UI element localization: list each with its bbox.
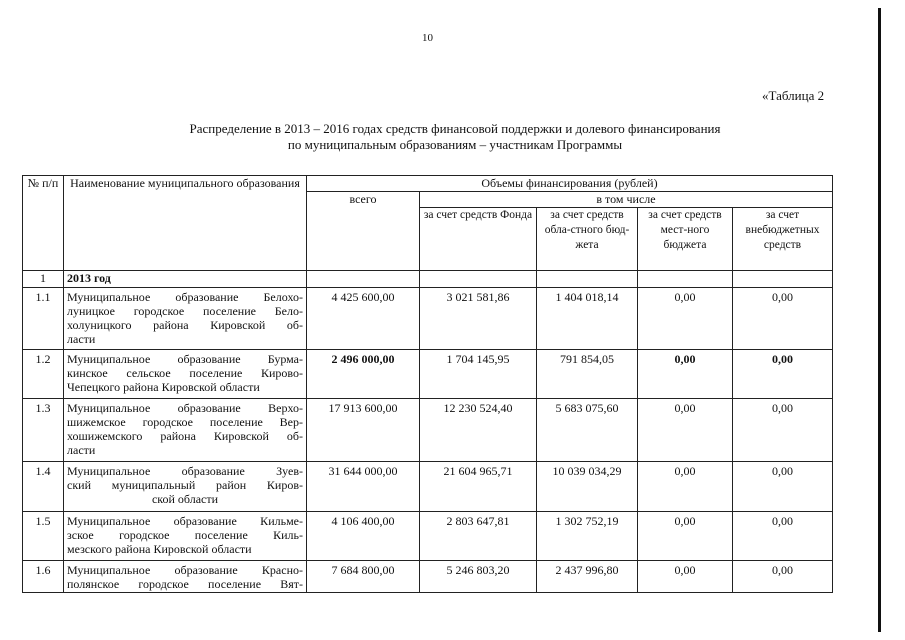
header-including: в том числе <box>420 192 833 208</box>
row-regional: 5 683 075,60 <box>537 399 638 462</box>
row-extra: 0,00 <box>733 399 833 462</box>
row-name: Муниципальное образование Зуев- ский муниципальный район Киров- ской области <box>64 462 307 512</box>
title-line-2: по муниципальным образованиям – участникам Программы <box>287 137 623 152</box>
row-extra: 0,00 <box>733 288 833 350</box>
header-extra: за счет внебюджетных средств <box>733 208 833 271</box>
header-fund: за счет средств Фонда <box>420 208 537 271</box>
row-regional: 1 404 018,14 <box>537 288 638 350</box>
table-row <box>23 462 833 512</box>
row-name: Муниципальное образование Верхо- шижемское городское поселение Вер- хошижемского района Кировской об- ласти <box>64 399 307 462</box>
row-extra: 0,00 <box>733 512 833 561</box>
table-label: «Таблица 2 <box>762 88 825 103</box>
row-name: Муниципальное образование Белохо- луницкое городское поселение Бело- холуницкого района Кировской об- ласти <box>64 288 307 350</box>
row-num: 1.5 <box>23 512 64 561</box>
row-extra: 0,00 <box>733 350 833 399</box>
title-line-1: Распределение в 2013 – 2016 годах средств финансовой поддержки и долевого финансирования <box>189 121 721 136</box>
financing-table <box>22 175 833 593</box>
row-fund: 21 604 965,71 <box>420 462 537 512</box>
document-title <box>95 121 815 153</box>
section-label: 2013 год <box>64 271 307 288</box>
row-fund: 2 803 647,81 <box>420 512 537 561</box>
row-num: 1.2 <box>23 350 64 399</box>
header-total: всего <box>307 192 420 271</box>
row-num: 1.1 <box>23 288 64 350</box>
row-fund: 12 230 524,40 <box>420 399 537 462</box>
row-extra: 0,00 <box>733 561 833 593</box>
row-fund: 1 704 145,95 <box>420 350 537 399</box>
row-num: 1.6 <box>23 561 64 593</box>
row-total: 17 913 600,00 <box>307 399 420 462</box>
row-local: 0,00 <box>638 350 733 399</box>
page-number: 10 <box>422 32 433 44</box>
row-total: 31 644 000,00 <box>307 462 420 512</box>
row-local: 0,00 <box>638 512 733 561</box>
header-num: № п/п <box>23 176 64 271</box>
row-regional: 10 039 034,29 <box>537 462 638 512</box>
row-extra: 0,00 <box>733 462 833 512</box>
table-row <box>23 561 833 593</box>
header-name: Наименование муниципального образования <box>64 176 307 271</box>
row-total: 4 106 400,00 <box>307 512 420 561</box>
row-local: 0,00 <box>638 288 733 350</box>
row-fund: 3 021 581,86 <box>420 288 537 350</box>
row-name: Муниципальное образование Кильме- зское городское поселение Киль- мезского района Кировской области <box>64 512 307 561</box>
header-volumes: Объемы финансирования (рублей) <box>307 176 833 192</box>
row-num: 1.4 <box>23 462 64 512</box>
header-regional: за счет средств обла-стного бюд-жета <box>537 208 638 271</box>
row-regional: 1 302 752,19 <box>537 512 638 561</box>
row-local: 0,00 <box>638 561 733 593</box>
row-total: 7 684 800,00 <box>307 561 420 593</box>
row-regional: 2 437 996,80 <box>537 561 638 593</box>
page-edge-bar <box>878 8 881 632</box>
table-row <box>23 399 833 462</box>
row-regional: 791 854,05 <box>537 350 638 399</box>
row-name: Муниципальное образование Бурма- кинское сельское поселение Кирово- Чепецкого района Кировской области <box>64 350 307 399</box>
row-total: 4 425 600,00 <box>307 288 420 350</box>
row-total: 2 496 000,00 <box>307 350 420 399</box>
row-name: Муниципальное образование Красно- полянское городское поселение Вят- <box>64 561 307 593</box>
header-local: за счет средств мест-ного бюджета <box>638 208 733 271</box>
row-fund: 5 246 803,20 <box>420 561 537 593</box>
row-local: 0,00 <box>638 399 733 462</box>
table-row <box>23 512 833 561</box>
row-num: 1.3 <box>23 399 64 462</box>
table-row <box>23 350 833 399</box>
table-row <box>23 288 833 350</box>
section-num: 1 <box>23 271 64 288</box>
row-local: 0,00 <box>638 462 733 512</box>
